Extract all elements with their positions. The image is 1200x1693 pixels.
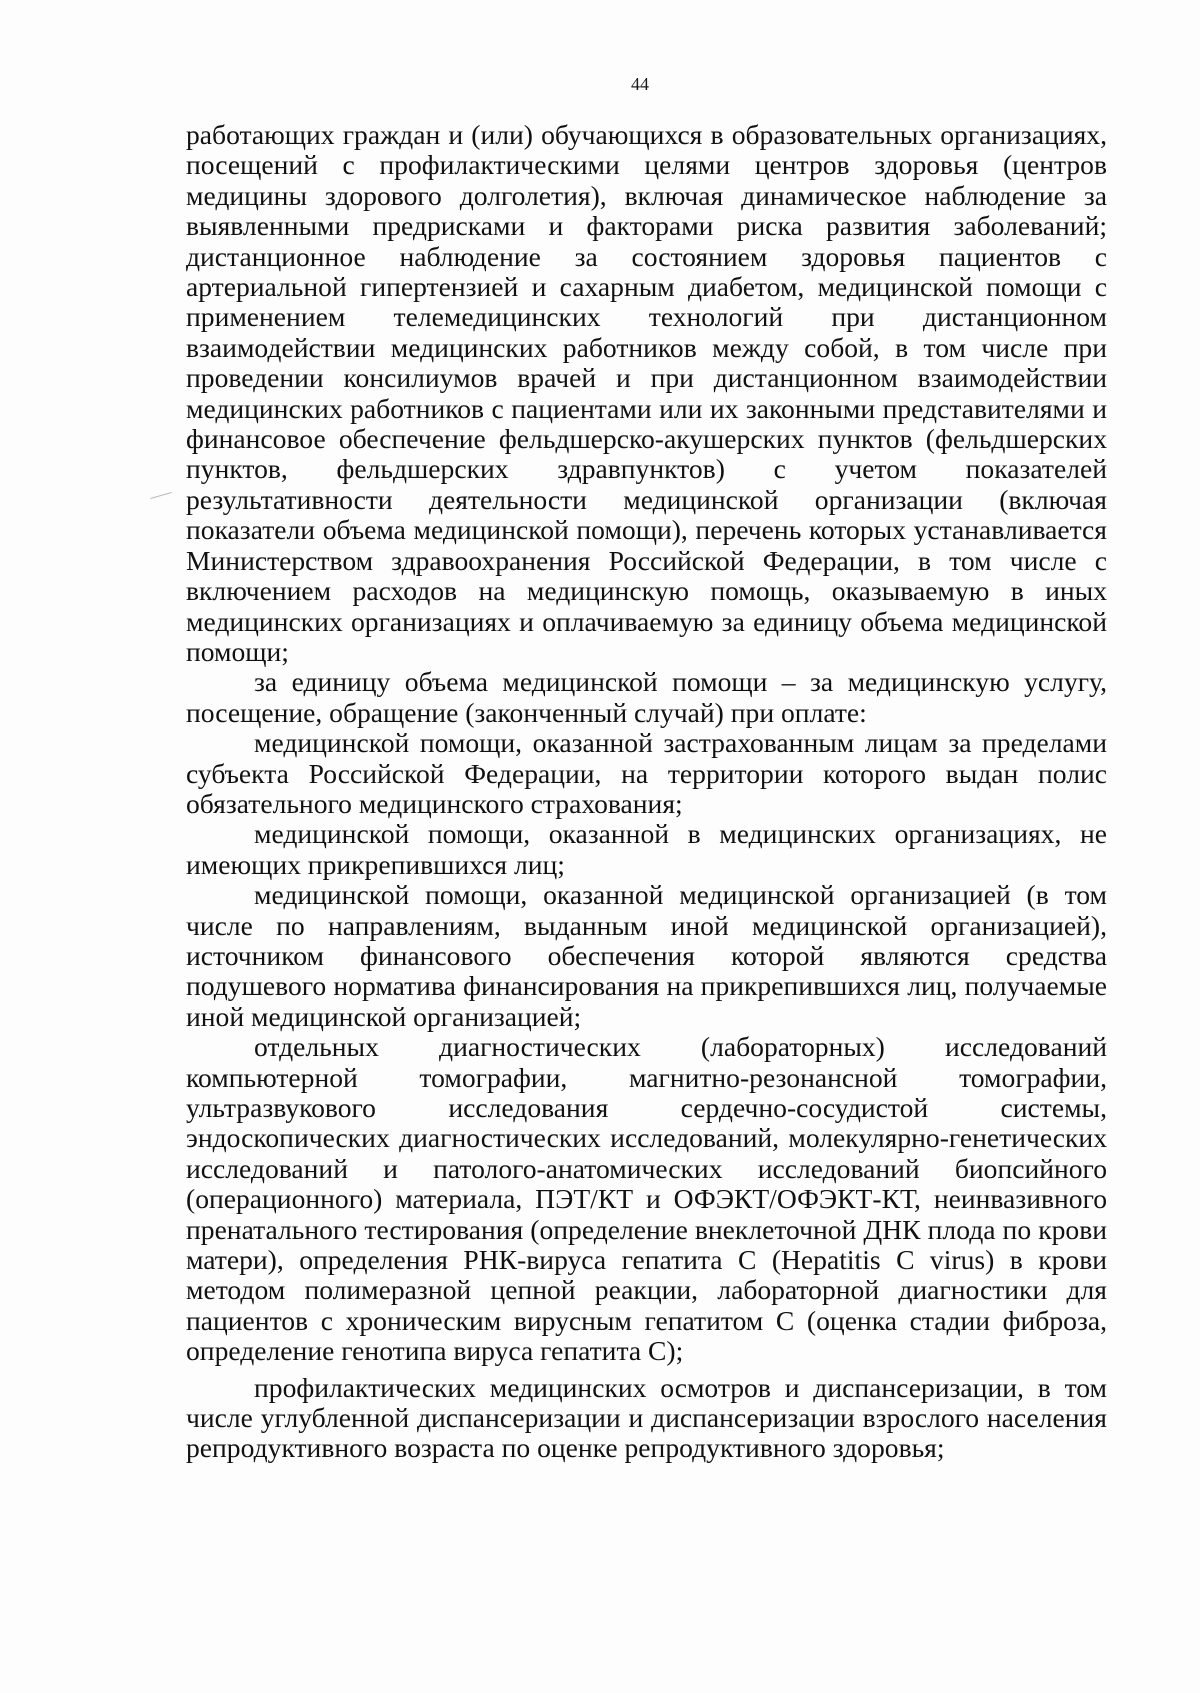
paragraph-no-attached-persons: медицинской помощи, оказанной в медицинских организациях, не имеющих прикрепившихся лиц; xyxy=(186,818,1107,880)
scan-artifact-mark xyxy=(150,492,171,499)
page-number: 44 xyxy=(631,74,649,94)
document-body xyxy=(186,120,1107,1464)
paragraph-diagnostic-studies: отдельных диагностических (лабораторных) исследований компьютерной томографии, магнитно-резонансной томографии, ультразвукового исследования сердечно-сосудистой системы, эндоскопических диагностических исследований, молекулярно-генетических исследований и патолого-анатомических исследований биопсийного (операционного) материала, ПЭТ/КТ и ОФЭКТ/ОФЭКТ-КТ, неинвазивного пренатального тестирования (определение внеклеточной ДНК плода по крови матери), определения РНК-вируса гепатита C (Hepatitis C virus) в крови методом полимеразной цепной реакции, лабораторной диагностики для пациентов с хроническим вирусным гепатитом C (оценка стадии фиброза, определение генотипа вируса гепатита C); xyxy=(186,1031,1107,1367)
paragraph-insured-outside-region: медицинской помощи, оказанной застрахованным лицам за пределами субъекта Российской Федерации, на территории которого выдан полис обязательного медицинского страхования; xyxy=(186,727,1107,819)
paragraph-referral-other-org: медицинской помощи, оказанной медицинской организацией (в том числе по направлениям, выданным иной медицинской организацией), источником финансового обеспечения которой являются средства подушевого норматива финансирования на прикрепившихся лиц, получаемые иной медицинской организацией; xyxy=(186,879,1107,1032)
paragraph-continuation: работающих граждан и (или) обучающихся в образовательных организациях, посещений с профилактическими целями центров здоровья (центров медицины здорового долголетия), включая динамическое наблюдение за выявленными предрисками и факторами риска развития заболеваний; дистанционное наблюдение за состоянием здоровья пациентов с артериальной гипертензией и сахарным диабетом, медицинской помощи с применением телемедицинских технологий при дистанционном взаимодействии медицинских работников между собой, в том числе при проведении консилиумов врачей и при дистанционном взаимодействии медицинских работников с пациентами или их законными представителями и финансовое обеспечение фельдшерско-акушерских пунктов (фельдшерских пунктов, фельдшерских здравпунктов) с учетом показателей результативности деятельности медицинской организации (включая показатели объема медицинской помощи), перечень которых устанавливается Министерством здравоохранения Российской Федерации, в том числе с включением расходов на медицинскую помощь, оказываемую в иных медицинских организациях и оплачиваемую за единицу объема медицинской помощи; xyxy=(186,119,1107,667)
paragraph-preventive-exams: профилактических медицинских осмотров и диспансеризации, в том числе углубленной диспансеризации и диспансеризации взрослого населения репродуктивного возраста по оценке репродуктивного здоровья; xyxy=(186,1371,1107,1464)
paragraph-unit-of-volume: за единицу объема медицинской помощи – за медицинскую услугу, посещение, обращение (законченный случай) при оплате: xyxy=(186,666,1107,728)
